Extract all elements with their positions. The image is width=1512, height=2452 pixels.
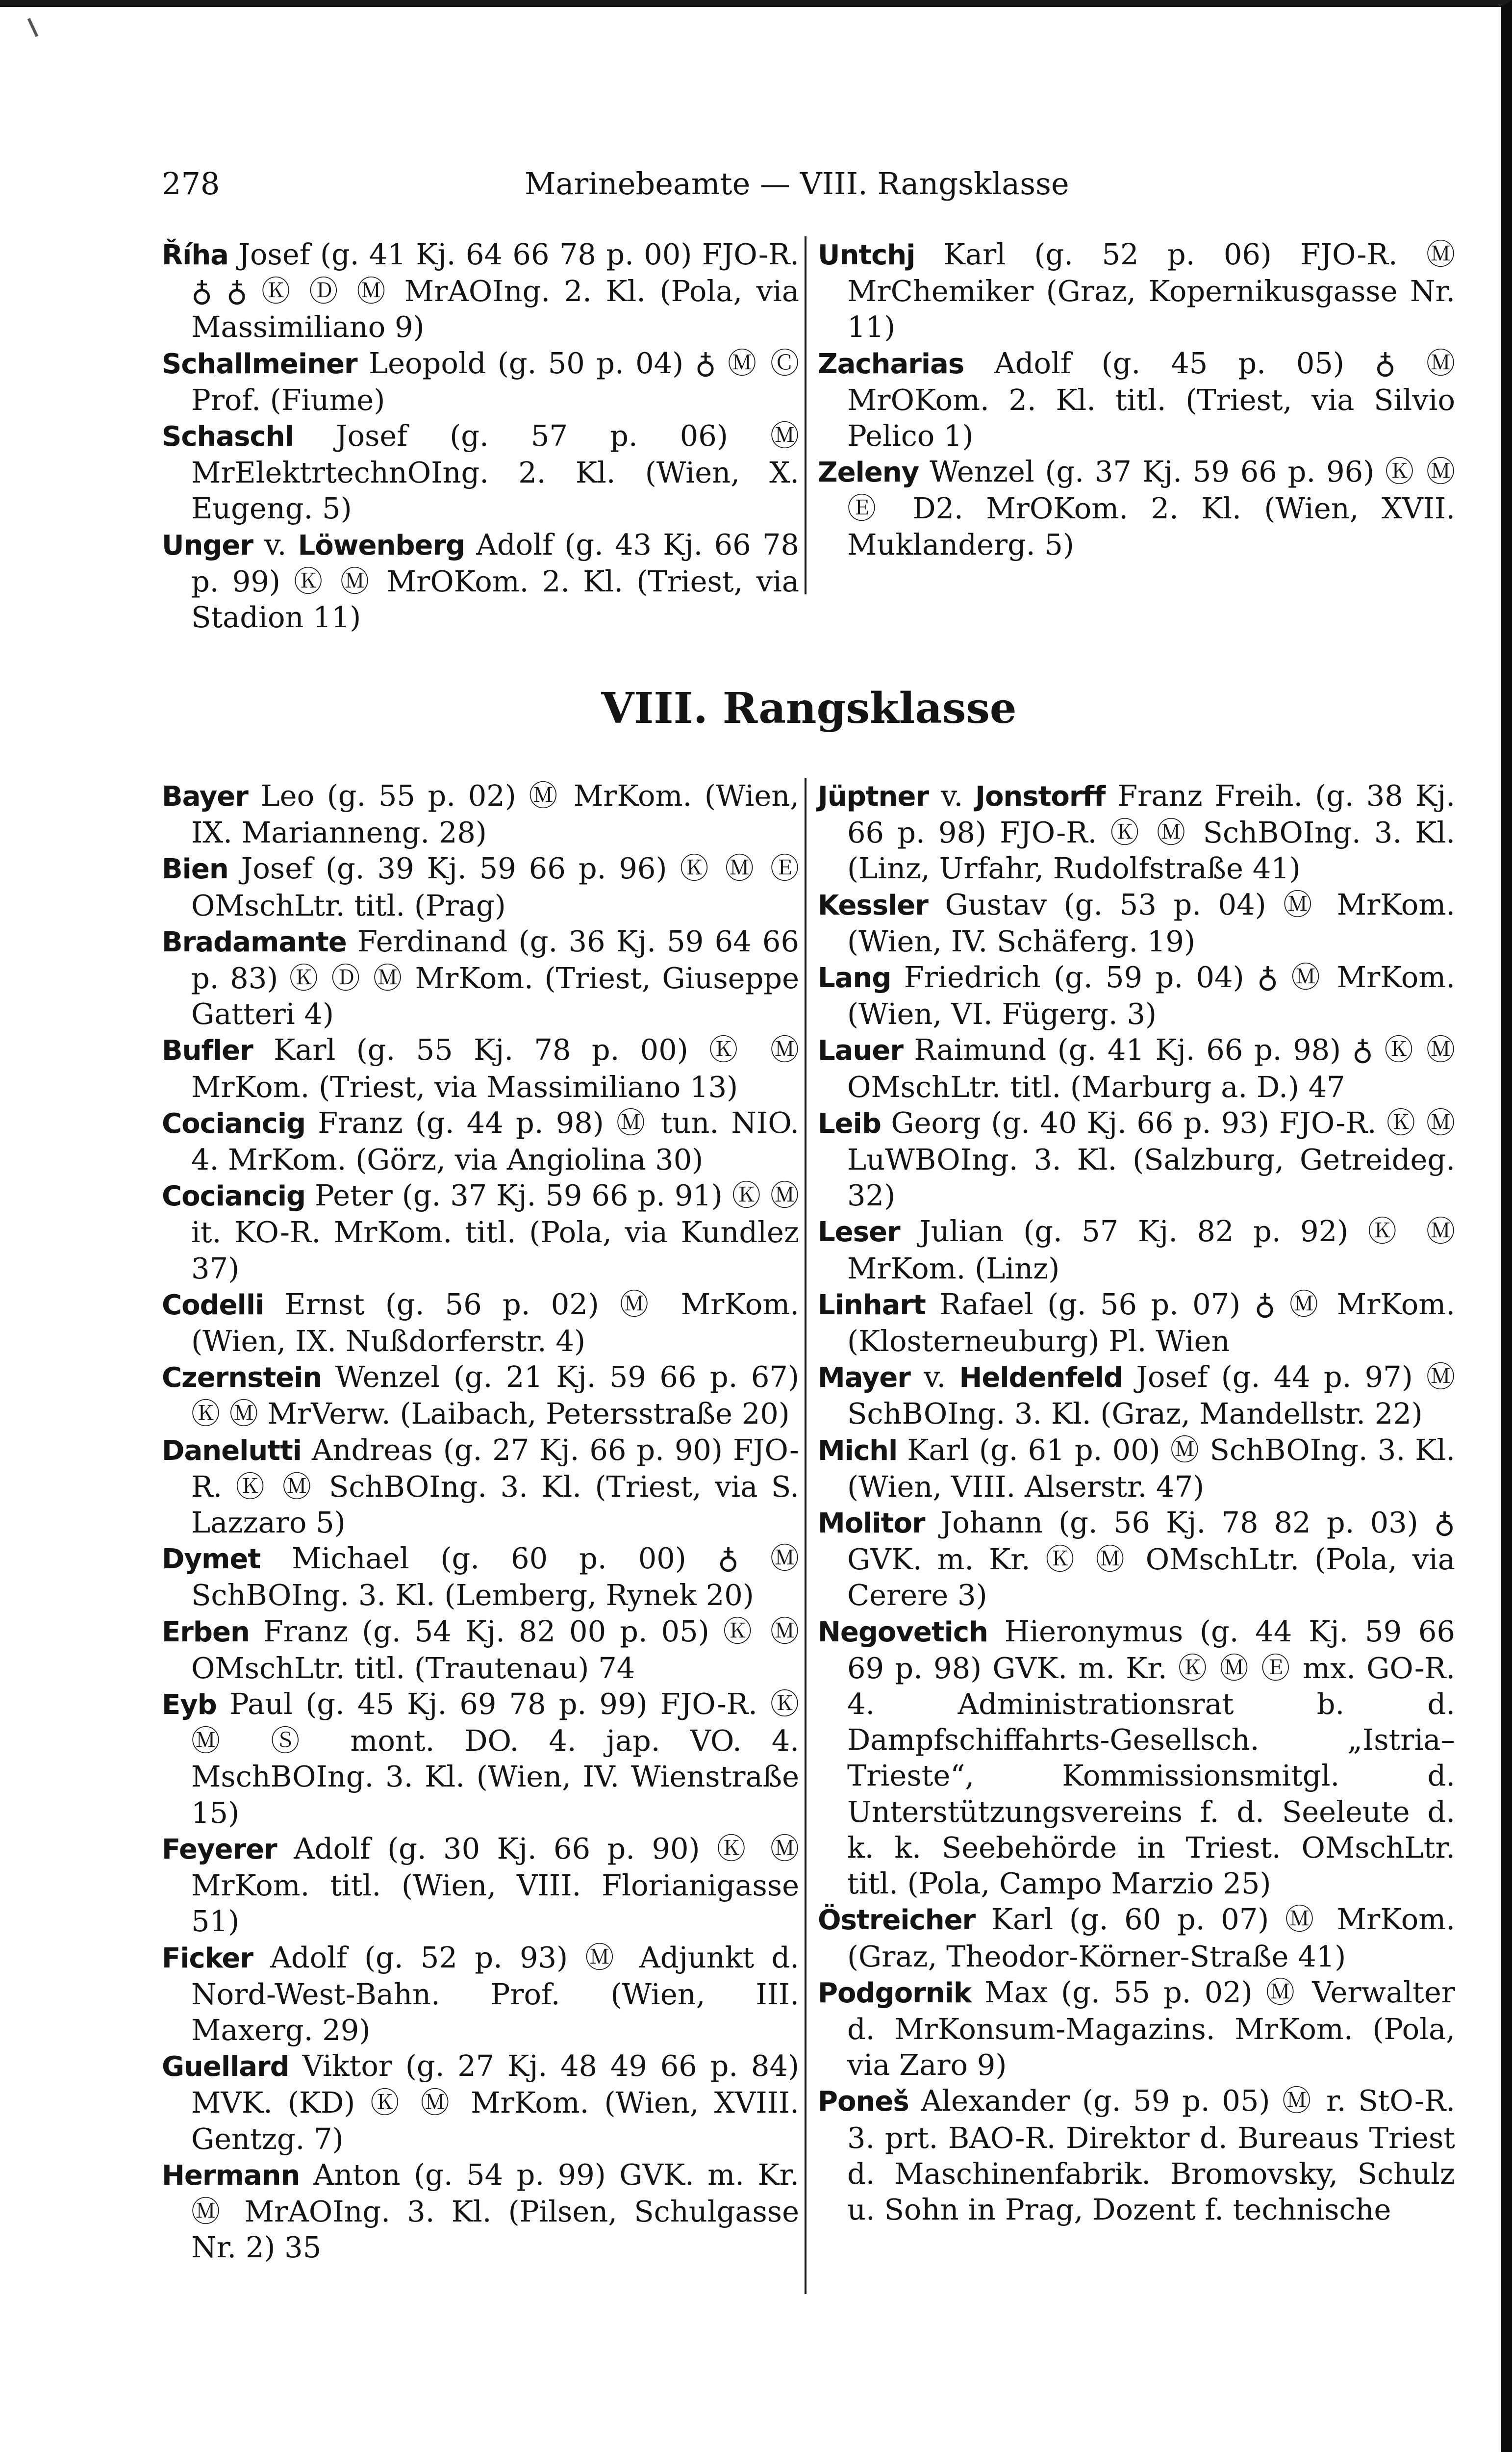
directory-entry [818,887,1455,959]
directory-entry [818,778,1455,887]
directory-entry [818,1286,1455,1359]
directory-entry [162,1540,799,1613]
entry-details: Wenzel (g. 21 Kj. 59 66 p. 67) Ⓚ Ⓜ MrVerw. (Laibach, Petersstraße 20) [191,1360,799,1431]
entry-details: v. [253,527,298,562]
main-left-column [162,778,799,2265]
entry-surname: Eyb [162,1689,217,1721]
entry-surname: Molitor [818,1507,925,1540]
entry-details: Johann (g. 56 Kj. 78 82 p. 03) ♁ GVK. m. Kr. Ⓚ Ⓜ OMschLtr. (Pola, via Cerere 3) [847,1506,1455,1612]
entry-surname: Hermann [162,2159,300,2192]
directory-entry [162,527,799,636]
directory-entry [818,1359,1455,1431]
directory-entry [162,2048,799,2157]
directory-entry [162,1105,799,1177]
entry-details: Ferdinand (g. 36 Kj. 59 64 66 p. 83) Ⓚ Ⓓ Ⓜ MrKom. (Triest, Giuseppe Gatteri 4) [191,924,799,1031]
entry-details: Max (g. 55 p. 02) Ⓜ Verwalter d. MrKonsum-Magazins. MrKom. (Pola, via Zaro 9) [847,1975,1455,2082]
entry-surname: Negovetich [818,1616,988,1648]
directory-entry [818,1105,1455,1214]
entry-surname: Untchj [818,239,915,271]
entry-surname: Östreicher [818,1904,976,1937]
directory-entry [818,345,1455,454]
entry-details: Leopold (g. 50 p. 04) ♁ Ⓜ Ⓒ Prof. (Fiume) [191,346,799,417]
entry-details: Karl (g. 60 p. 07) Ⓜ MrKom. (Graz, Theodor-Körner-Straße 41) [847,1902,1455,1973]
directory-entry [162,1359,799,1431]
directory-entry [818,454,1455,562]
entry-surname: Podgornik [818,1977,972,2009]
entry-surname: Lang [818,962,891,995]
entry-details: Paul (g. 45 Kj. 69 78 p. 99) FJO-R. Ⓚ Ⓜ Ⓢ mont. DO. 4. jap. VO. 4. MschBOIng. 3. Kl. (Wien, IV. Wienstraße 15) [191,1687,799,1830]
entry-surname: Codelli [162,1289,264,1321]
section-heading: VIII. Rangsklasse [601,684,1017,733]
entry-surname: Jüptner [818,781,929,813]
entry-details: Julian (g. 57 Kj. 82 p. 92) Ⓚ Ⓜ MrKom. (Linz) [847,1214,1455,1285]
directory-entry [162,236,799,345]
entry-details: Alexander (g. 59 p. 05) Ⓜ r. StO-R. 3. prt. BAO-R. Direktor d. Bureaus Triest d. Maschinenfabrik. Bromovsky, Schulz u. Sohn in Prag, Dozent f. technische [847,2084,1455,2226]
directory-entry [162,1831,799,1940]
entry-surname: Schallmeiner [162,348,357,380]
entry-details: Adolf (g. 30 Kj. 66 p. 90) Ⓚ Ⓜ MrKom. titl. (Wien, VIII. Florianigasse 51) [191,1831,799,1939]
directory-entry [818,1974,1455,2083]
entry-details: Karl (g. 61 p. 00) Ⓜ SchBOIng. 3. Kl. (Wien, VIII. Alserstr. 47) [847,1432,1455,1504]
directory-entry [162,1686,799,1831]
top-right-column [818,236,1455,562]
directory-entry [818,1505,1455,1613]
entry-surname: Poneš [818,2086,909,2118]
entry-details: Friedrich (g. 59 p. 04) ♁ Ⓜ MrKom. (Wien, VI. Fügerg. 3) [847,960,1455,1031]
directory-entry [818,959,1455,1032]
entry-details: Franz (g. 54 Kj. 82 00 p. 05) Ⓚ Ⓜ OMschLtr. titl. (Trautenau) 74 [191,1614,799,1685]
entry-surname: Linhart [818,1289,926,1321]
entry-details: Rafael (g. 56 p. 07) ♁ Ⓜ MrKom. (Klosterneuburg) Pl. Wien [847,1287,1455,1358]
entry-details: Andreas (g. 27 Kj. 66 p. 90) FJO-R. Ⓚ Ⓜ SchBOIng. 3. Kl. (Triest, via S. Lazzaro 5) [191,1432,799,1540]
directory-entry [818,1901,1455,1974]
top-left-column [162,236,799,635]
entry-surname: Ficker [162,1942,253,1974]
entry-details: Ernst (g. 56 p. 02) Ⓜ MrKom. (Wien, IX. Nußdorferstr. 4) [191,1287,799,1358]
entry-details: Franz (g. 44 p. 98) Ⓜ tun. NIO. 4. MrKom. (Görz, via Angiolina 30) [191,1105,799,1177]
entry-surname: Michl [818,1434,898,1467]
entry-details: Wenzel (g. 37 Kj. 59 66 p. 96) Ⓚ Ⓜ Ⓔ D2. MrOKom. 2. Kl. (Wien, XVII. Muklanderg. 5) [847,455,1455,562]
entry-details: Michael (g. 60 p. 00) ♁ Ⓜ SchBOIng. 3. Kl. (Lemberg, Rynek 20) [191,1541,799,1612]
directory-entry [818,1613,1455,1902]
entry-surname-part: Heldenfeld [959,1362,1123,1394]
directory-entry [162,1032,799,1104]
directory-entry [162,778,799,850]
entry-details: v. [910,1360,959,1394]
entry-details: Josef (g. 41 Kj. 64 66 78 p. 00) FJO-R. ♁ ♁ Ⓚ Ⓓ Ⓜ MrAOIng. 2. Kl. (Pola, via Massimiliano 9) [191,237,799,344]
entry-surname: Bufler [162,1035,253,1067]
entry-details: Adolf (g. 45 p. 05) ♁ Ⓜ MrOKom. 2. Kl. titl. (Triest, via Silvio Pelico 1) [847,346,1455,453]
entry-surname: Cociancig [162,1180,306,1213]
entry-surname: Bien [162,853,228,886]
entry-surname: Czernstein [162,1362,322,1394]
entry-surname: Dymet [162,1543,261,1576]
entry-details: Franz Freih. (g. 38 Kj. 66 p. 98) FJO-R. Ⓚ Ⓜ SchBOIng. 3. Kl. (Linz, Urfahr, Rudolfstraße 41) [847,779,1455,886]
entry-surname: Guellard [162,2051,289,2083]
entry-surname: Bradamante [162,926,347,958]
entry-details: v. [929,779,976,813]
directory-entry [162,345,799,418]
entry-surname: Říha [162,239,228,271]
entry-surname: Erben [162,1616,250,1648]
entry-details: Karl (g. 52 p. 06) FJO-R. Ⓜ MrChemiker (Graz, Kopernikusgasse Nr. 11) [847,237,1455,344]
entry-surname: Schaschl [162,421,294,453]
entry-details: Josef (g. 44 p. 97) Ⓜ SchBOIng. 3. Kl. (Graz, Mandellstr. 22) [847,1360,1455,1431]
directory-entry [162,2157,799,2266]
column-rule-main [805,778,806,2294]
main-right-column [818,778,1455,2227]
entry-details: Adolf (g. 52 p. 93) Ⓜ Adjunkt d. Nord-West-Bahn. Prof. (Wien, III. Maxerg. 29) [191,1940,799,2047]
entry-details: Georg (g. 40 Kj. 66 p. 93) FJO-R. Ⓚ Ⓜ LuWBOIng. 3. Kl. (Salzburg, Getreideg. 32) [847,1105,1455,1213]
entry-details: Gustav (g. 53 p. 04) Ⓜ MrKom. (Wien, IV. Schäferg. 19) [847,887,1455,958]
entry-details: Viktor (g. 27 Kj. 48 49 66 p. 84) MVK. (KD) Ⓚ Ⓜ MrKom. (Wien, XVIII. Gentzg. 7) [191,2049,799,2156]
entry-surname: Feyerer [162,1833,277,1865]
directory-entry [818,1213,1455,1286]
entry-surname: Zeleny [818,457,919,489]
directory-entry [162,1177,799,1286]
entry-surname-part: Jonstorff [975,781,1106,813]
entry-surname: Danelutti [162,1434,302,1467]
entry-surname: Leib [818,1107,881,1140]
directory-entry [818,1432,1455,1505]
directory-entry [162,1286,799,1359]
entry-surname: Leser [818,1216,900,1249]
entry-details: Josef (g. 57 p. 06) Ⓜ MrElektrtechnOIng. 2. Kl. (Wien, X. Eugeng. 5) [191,419,799,526]
entry-surname: Zacharias [818,348,964,380]
entry-details: Leo (g. 55 p. 02) Ⓜ MrKom. (Wien, IX. Marianneng. 28) [191,779,799,850]
entry-details: Hieronymus (g. 44 Kj. 59 66 69 p. 98) GVK. m. Kr. Ⓚ Ⓜ Ⓔ mx. GO-R. 4. Administrationsrat b. d. Dampfschiffahrts-Gesellsch. „Istria–Trieste“, Kommissionsmitgl. d. Unterstützungsvereins f. d. Seeleute d. k. k. Seebehörde in Triest. OMschLtr. titl. (Pola, Campo Marzio 25) [847,1614,1455,1901]
directory-entry [162,1613,799,1686]
directory-entry [162,1432,799,1541]
directory-entry [818,1032,1455,1104]
header-title: Marinebeamte — VIII. Rangsklasse [525,166,1069,202]
directory-entry [162,418,799,527]
entry-surname: Unger [162,529,253,562]
entry-details: Raimund (g. 41 Kj. 66 p. 98) ♁ Ⓚ Ⓜ OMschLtr. titl. (Marburg a. D.) 47 [847,1033,1455,1104]
entry-surname: Mayer [818,1362,910,1394]
entry-details: Anton (g. 54 p. 99) GVK. m. Kr. Ⓜ MrAOIng. 3. Kl. (Pilsen, Schulgasse Nr. 2) 35 [191,2157,799,2265]
entry-details: Karl (g. 55 Kj. 78 p. 00) Ⓚ Ⓜ MrKom. (Triest, via Massimiliano 13) [191,1033,799,1104]
directory-entry [818,236,1455,345]
entry-details: Adolf (g. 43 Kj. 66 78 p. 99) Ⓚ Ⓜ MrOKom. 2. Kl. (Triest, via Stadion 11) [191,527,799,635]
column-rule-top [805,236,806,594]
running-head [162,162,1093,206]
directory-entry [162,1940,799,2048]
directory-entry [162,923,799,1032]
page-number: 278 [162,166,220,202]
entry-surname: Lauer [818,1035,903,1067]
entry-surname: Kessler [818,889,928,921]
entry-details: Peter (g. 37 Kj. 59 66 p. 91) Ⓚ Ⓜ it. KO-R. MrKom. titl. (Pola, via Kundlez 37) [191,1178,799,1285]
directory-entry [818,2083,1455,2227]
entry-surname: Bayer [162,781,248,813]
entry-surname-part: Löwenberg [298,529,465,562]
entry-surname: Cociancig [162,1107,306,1140]
directory-entry [162,850,799,923]
entry-details: Josef (g. 39 Kj. 59 66 p. 96) Ⓚ Ⓜ Ⓔ OMschLtr. titl. (Prag) [191,851,799,922]
